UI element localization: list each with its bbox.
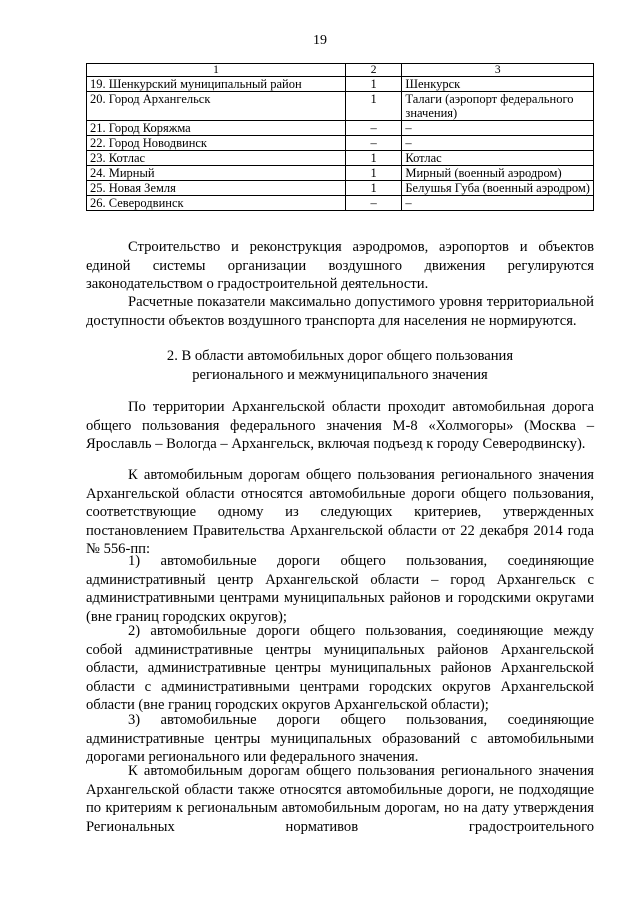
table-row [87, 121, 594, 136]
table-header-row [87, 64, 594, 77]
table-cell-count: – [345, 136, 401, 151]
table-row [87, 166, 594, 181]
table-cell-airfield: – [402, 121, 594, 136]
paragraph-other-regional-roads: К автомобильным дорогам общего пользования регионального значения Архангельской области также относятся автомобильные дороги, не подходящие по критериям к региональным автомобильным дорогам, но на дату утверждения Региональных нормативов градостроительного [86, 763, 594, 835]
table-row [87, 151, 594, 166]
paragraph-federal-road: По территории Архангельской области проходит автомобильная дорога общего пользования федерального значения М-8 «Холмогоры» (Москва – Ярославль – Вологда – Архангельск, включая подъезд к городу Северодвинску). [86, 399, 594, 452]
table-cell-count: – [345, 121, 401, 136]
table-row [87, 77, 594, 92]
table-cell-count: 1 [345, 151, 401, 166]
table-cell-territory: 24. Мирный [87, 166, 346, 181]
section-heading-line-2: регионального и межмуниципального значения [192, 367, 488, 383]
table-cell-count: – [345, 196, 401, 211]
list-item-criterion-1: 1) автомобильные дороги общего пользования, соединяющие административный центр Архангельской области – город Архангельск с административными центрами муниципальных районов и городскими округами (вне границ городских округов); [86, 553, 594, 625]
table-cell-airfield: Белушья Губа (военный аэродром) [402, 181, 594, 196]
table-cell-territory: 21. Город Коряжма [87, 121, 346, 136]
page-number: 19 [313, 33, 327, 48]
paragraph-regional-roads-criteria: К автомобильным дорогам общего пользования регионального значения Архангельской области относятся автомобильные дороги общего пользования, соответствующие одному из следующих критериев, утвержденных постановлением Правительства Архангельской области от 22 декабря 2014 года № 556-пп: [86, 467, 594, 557]
table-cell-territory: 23. Котлас [87, 151, 346, 166]
paragraph-accessibility-indicators: Расчетные показатели максимально допустимого уровня территориальной доступности объектов воздушного транспорта для населения не нормируются. [86, 294, 594, 329]
table-cell-airfield: Котлас [402, 151, 594, 166]
table-cell-territory: 22. Город Новодвинск [87, 136, 346, 151]
list-item-criterion-3: 3) автомобильные дороги общего пользования, соединяющие административные центры муниципальных образований с автомобильными дорогами регионального или федерального значения. [86, 712, 594, 765]
table-cell-airfield: Мирный (военный аэродром) [402, 166, 594, 181]
table-cell-airfield: – [402, 196, 594, 211]
table-cell-territory: 19. Шенкурский муниципальный район [87, 77, 346, 92]
table-cell-territory: 26. Северодвинск [87, 196, 346, 211]
table-cell-territory: 20. Город Архангельск [87, 92, 346, 121]
airports-table [86, 63, 594, 211]
table-header-cell: 3 [402, 64, 594, 77]
table-row [87, 196, 594, 211]
table-header-cell: 1 [87, 64, 346, 77]
table-row [87, 181, 594, 196]
table-cell-count: 1 [345, 181, 401, 196]
table-cell-airfield: – [402, 136, 594, 151]
table-cell-airfield: Талаги (аэропорт федерального значения) [402, 92, 594, 121]
table-cell-airfield: Шенкурск [402, 77, 594, 92]
table-cell-count: 1 [345, 92, 401, 121]
table-row [87, 136, 594, 151]
table-row [87, 92, 594, 121]
table-header-cell: 2 [345, 64, 401, 77]
list-item-criterion-2: 2) автомобильные дороги общего пользования, соединяющие между собой административные центры муниципальных районов Архангельской области, административные центры муниципальных районов Архангельской области с административными центрами городских округов Архангельской области (вне границ городских округов Архангельской области); [86, 623, 594, 713]
section-heading-line-1: 2. В области автомобильных дорог общего пользования [166, 348, 514, 364]
paragraph-construction-regulation: Строительство и реконструкция аэродромов, аэропортов и объектов единой системы организации воздушного движения регулируются законодательством о градостроительной деятельности. [86, 239, 594, 292]
table-cell-count: 1 [345, 77, 401, 92]
table-cell-territory: 25. Новая Земля [87, 181, 346, 196]
table-cell-count: 1 [345, 166, 401, 181]
